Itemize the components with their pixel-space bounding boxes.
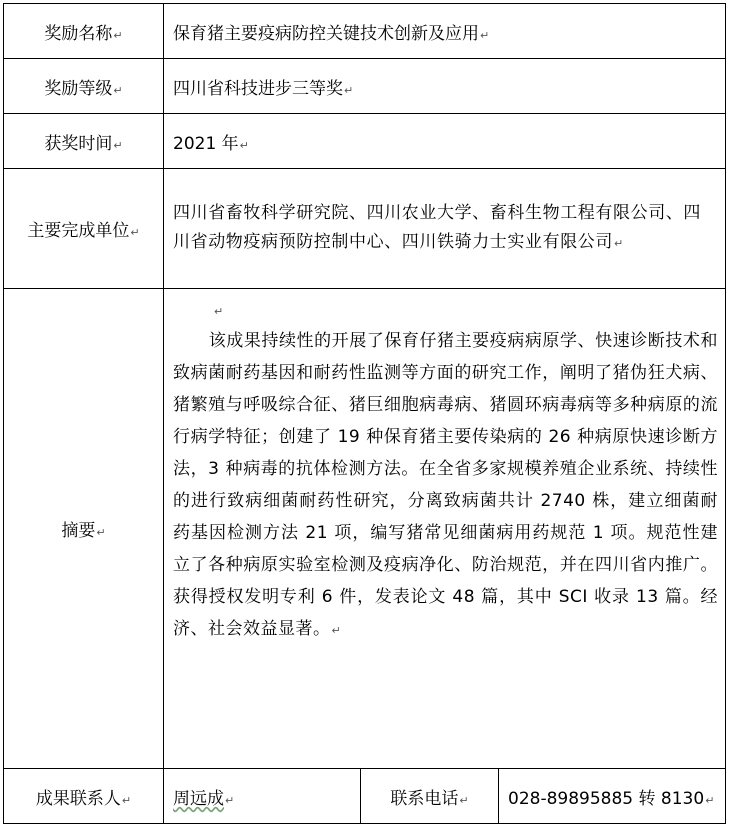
row-completion-units (4, 169, 726, 289)
paragraph-mark-icon: ↵ (225, 793, 235, 807)
paragraph-mark-icon: ↵ (214, 305, 224, 318)
units-label: 主要完成单位 (27, 221, 130, 241)
paragraph-mark-icon: ↵ (113, 28, 123, 42)
paragraph-mark-icon: ↵ (614, 237, 624, 250)
award-time-label: 获奖时间 (44, 133, 113, 154)
row-award-time (4, 114, 726, 169)
award-level-label-cell (4, 59, 164, 114)
paragraph-mark-icon: ↵ (705, 793, 715, 807)
paragraph-mark-icon: ↵ (113, 138, 123, 152)
award-name-label: 奖励名称 (44, 23, 113, 44)
paragraph-mark-icon: ↵ (239, 138, 249, 152)
row-award-name (4, 4, 726, 59)
phone-label-cell (361, 769, 499, 824)
row-abstract (4, 289, 726, 769)
units-label-cell (4, 169, 164, 289)
abstract-label: 摘要 (61, 521, 96, 541)
award-name-value: 保育猪主要疫病防控关键技术创新及应用 (173, 23, 479, 44)
award-level-label: 奖励等级 (44, 78, 113, 99)
phone-value: 028-89895885 转 8130 (508, 788, 705, 809)
abstract-label-cell (4, 289, 164, 769)
row-award-level (4, 59, 726, 114)
award-level-value-cell (164, 59, 726, 114)
award-time-label-cell (4, 114, 164, 169)
paragraph-mark-icon: ↵ (459, 793, 469, 807)
abstract-paragraph (173, 325, 718, 647)
paragraph-mark-icon: ↵ (344, 83, 354, 97)
award-info-table (3, 3, 726, 824)
paragraph-mark-icon: ↵ (130, 226, 140, 239)
units-value: 四川省畜牧科学研究院、四川农业大学、畜科生物工程有限公司、四川省动物疫病预防控制中心、四川铁骑力士实业有限公司 (173, 203, 701, 252)
abstract-value: 该成果持续性的开展了保育仔猪主要疫病病原学、快速诊断技术和致病菌耐药基因和耐药性监测等方面的研究工作，阐明了猪伪狂犬病、猪繁殖与呼吸综合征、猪巨细胞病毒病、猪圆环病毒病等多种病原的流行病学特征；创建了 19 种保育猪主要传染病的 26 种病原快速诊断方法，3 种病毒的抗体检测方法。在全省多家规模养殖企业系统、持续性的进行致病细菌耐药性研究，分离致病菌共计 2740 株，建立细菌耐药基因检测方法 21 项，编写猪常见细菌病用药规范 1 项。规范性建立了各种病原实验室检测及疫病净化、防治规范，并在四川省内推广。获得授权发明专利 6 件，发表论文 48 篇，其中 SCI 收录 13 篇。经济、社会效益显著。 (173, 331, 718, 639)
row-contact (4, 769, 726, 824)
award-name-value-cell (164, 4, 726, 59)
abstract-value-cell (164, 289, 726, 769)
award-level-value: 四川省科技进步三等奖 (173, 78, 343, 99)
contact-value-cell (164, 769, 361, 824)
paragraph-mark-icon: ↵ (331, 624, 342, 637)
contact-value: 周远成 (173, 788, 224, 809)
phone-value-cell (499, 769, 726, 824)
award-time-value: 2021 年 (173, 133, 239, 154)
contact-label-cell (4, 769, 164, 824)
award-time-value-cell (164, 114, 726, 169)
units-value-cell (164, 169, 726, 289)
empty-paragraph (173, 297, 718, 325)
phone-label: 联系电话 (390, 788, 459, 809)
contact-label: 成果联系人 (35, 788, 121, 809)
paragraph-mark-icon: ↵ (113, 83, 123, 97)
paragraph-mark-icon: ↵ (121, 793, 132, 807)
paragraph-mark-icon: ↵ (96, 526, 106, 539)
paragraph-mark-icon: ↵ (480, 28, 490, 42)
award-name-label-cell (4, 4, 164, 59)
